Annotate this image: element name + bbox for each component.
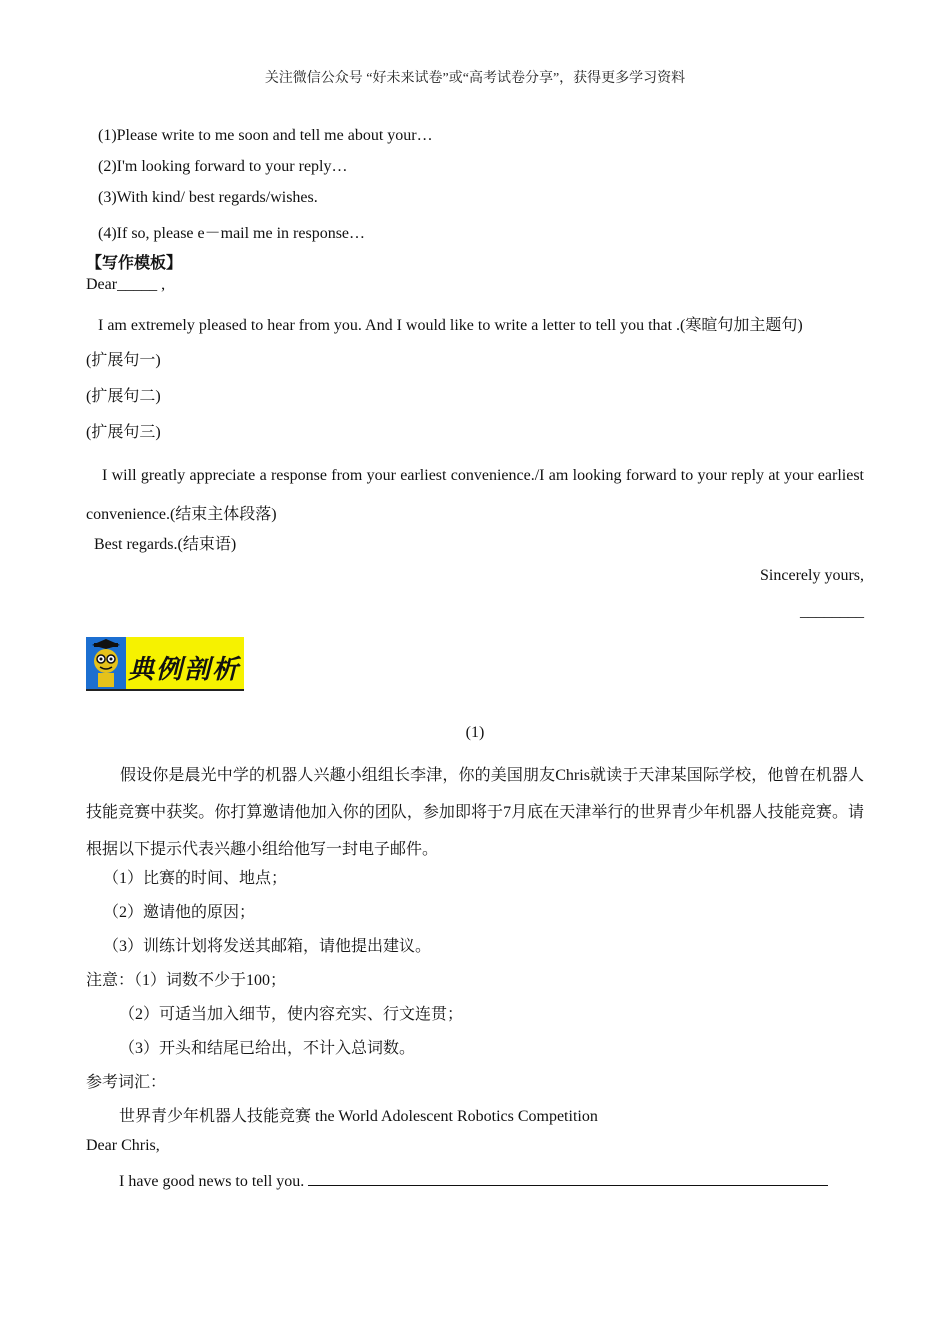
template-closing-body: I will greatly appreciate a response from your earliest convenience./I am looking forward to your reply at your earliest convenience.(结束主体段落) <box>86 467 864 523</box>
answer-blank[interactable] <box>308 1171 828 1186</box>
vocab-item: 世界青少年机器人技能竞赛 the World Adolescent Robotics Competition <box>119 1108 598 1125</box>
note-1: （1）词数不少于100； <box>134 972 287 989</box>
template-opening: I am extremely pleased to hear from you. And I would like to write a letter to tell you that .(寒暄句加主题句) <box>98 317 803 334</box>
vocab-title: 参考词汇： <box>86 1074 167 1091</box>
note-2: （2）可适当加入细节，使内容充实、行文连贯； <box>119 1006 464 1023</box>
mascot-icon <box>86 637 126 689</box>
template-ext2: (扩展句二) <box>86 388 161 405</box>
phrase-2: (2)I'm looking forward to your reply… <box>98 158 348 175</box>
example-point-3: （3）训练计划将发送其邮箱，请他提出建议。 <box>103 938 432 955</box>
note-3: （3）开头和结尾已给出，不计入总词数。 <box>119 1040 416 1057</box>
template-ext1: (扩展句一) <box>86 352 161 369</box>
letter-greeting: Dear Chris, <box>86 1137 160 1154</box>
letter-start-line <box>119 1171 828 1191</box>
template-name-blank: ________ <box>800 603 864 620</box>
example-point-2: （2）邀请他的原因； <box>103 904 256 921</box>
banner-label: 典例剖析 <box>128 655 241 685</box>
letter-start: I have good news to tell you. <box>119 1173 305 1190</box>
template-greeting: Dear_____ , <box>86 276 166 293</box>
phrase-3: (3)With kind/ best regards/wishes. <box>98 189 318 206</box>
example-point-1: （1）比赛的时间、地点； <box>103 870 288 887</box>
example-prompt: 假设你是晨光中学的机器人兴趣小组组长李津，你的美国朋友Chris就读于天津某国际学校，他曾在机器人技能竞赛中获奖。你打算邀请他加入你的团队，参加即将于7月底在天津举行的世界青少年机器人技能竞赛。请根据以下提示代表兴趣小组给他写一封电子邮件。 <box>86 767 864 858</box>
template-ext3: (扩展句三) <box>86 424 161 441</box>
notes-title: 注意： <box>86 972 135 989</box>
phrase-1: (1)Please write to me soon and tell me about your… <box>98 127 433 144</box>
template-sign: Sincerely yours, <box>760 567 864 584</box>
page-header: 关注微信公众号 “好未来试卷”或“高考试卷分享”，获得更多学习资料 <box>264 71 686 86</box>
template-closing: Best regards.(结束语) <box>94 536 237 553</box>
phrase-4: (4)If so, please e－mail me in response… <box>98 225 366 242</box>
notes-line <box>86 967 286 990</box>
example-number: (1) <box>465 724 485 741</box>
template-title: 【写作模板】 <box>86 255 183 272</box>
example-banner <box>86 637 244 691</box>
